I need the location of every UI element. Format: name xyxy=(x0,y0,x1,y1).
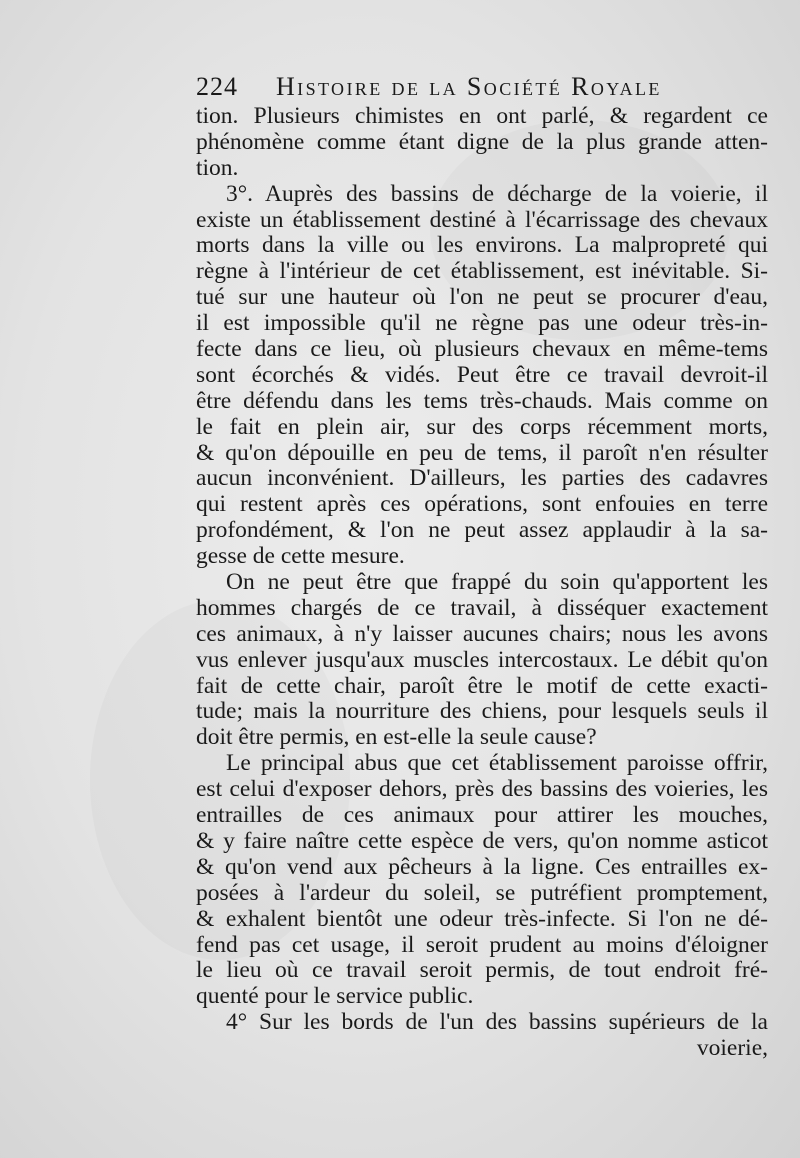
text-line: est celui d'exposer dehors, près des bassins des voieries, les xyxy=(196,776,768,803)
text-line: hommes chargés de ce travail, à disséquer exactement xyxy=(196,594,768,621)
text-line: qui restent après ces opérations, sont enfouies en terre xyxy=(196,491,768,518)
text-line: fecte dans ce lieu, où plusieurs chevaux en même-tems xyxy=(196,336,768,363)
text-line: vus enlever jusqu'aux muscles intercostaux. Le débit qu'on xyxy=(196,646,768,673)
text-line: tion. xyxy=(196,154,239,181)
text-line: sont écorchés & vidés. Peut être ce travail devroit-il xyxy=(196,361,768,388)
page-body xyxy=(196,104,768,1062)
text-line: tion. Plusieurs chimistes en ont parlé, & regardent ce xyxy=(196,103,768,129)
paragraph xyxy=(196,1010,768,1062)
text-line: On ne peut être que frappé du soin qu'apportent les xyxy=(226,569,768,596)
text-line: être défendu dans les tems très-chauds. Mais comme on xyxy=(196,387,768,414)
paragraph xyxy=(196,104,768,182)
text-line: tué sur une hauteur où l'on ne peut se procurer d'eau, xyxy=(196,284,768,311)
text-line: 4° Sur les bords de l'un des bassins supérieurs de la xyxy=(226,1009,768,1036)
text-line: fait de cette chair, paroît être le motif de cette exacti- xyxy=(196,672,768,699)
text-line: ces animaux, à n'y laisser aucunes chairs; nous les avons xyxy=(196,620,768,647)
text-line: existe un établissement destiné à l'écarrissage des chevaux xyxy=(196,206,768,233)
text-line: règne à l'intérieur de cet établissement, est inévitable. Si- xyxy=(196,258,768,285)
text-line: phénomène comme étant digne de la plus grande atten- xyxy=(196,128,768,155)
text-line: & qu'on dépouille en peu de tems, il paroît n'en résulter xyxy=(196,439,768,466)
text-line: & y faire naître cette espèce de vers, qu'on nomme asticot xyxy=(196,827,768,854)
text-line: gesse de cette mesure. xyxy=(196,543,405,570)
text-line: posées à l'ardeur du soleil, se putréfient promptement, xyxy=(196,879,768,906)
running-title: Histoire de la Société Royale xyxy=(276,72,662,101)
paragraph xyxy=(196,182,768,570)
text-line: quenté pour le service public. xyxy=(196,983,474,1010)
text-line: 3°. Auprès des bassins de décharge de la voierie, il xyxy=(226,180,768,207)
text-line: & qu'on vend aux pêcheurs à la ligne. Ces entrailles ex- xyxy=(196,853,768,880)
paragraph xyxy=(196,570,768,751)
text-line: le lieu où ce travail seroit permis, de tout endroit fré- xyxy=(196,957,768,984)
text-line: il est impossible qu'il ne règne pas une odeur très-in- xyxy=(196,310,768,337)
text-line: aucun inconvénient. D'ailleurs, les parties des cadavres xyxy=(196,465,768,492)
text-line: le fait en plein air, sur des corps récemment morts, xyxy=(196,413,768,440)
text-line: voierie, xyxy=(696,1035,768,1062)
text-line: doit être permis, en est-elle la seule cause? xyxy=(196,724,597,751)
running-header xyxy=(196,70,736,104)
text-line: & exhalent bientôt une odeur très-infecte. Si l'on ne dé- xyxy=(196,905,768,932)
text-line: profondément, & l'on ne peut assez applaudir à la sa- xyxy=(196,517,768,544)
paragraph xyxy=(196,751,768,1010)
text-line: entrailles de ces animaux pour attirer les mouches, xyxy=(196,802,768,829)
text-line: tude; mais la nourriture des chiens, pour lesquels seuls il xyxy=(196,698,768,725)
text-line: Le principal abus que cet établissement paroisse offrir, xyxy=(226,750,768,777)
text-line: morts dans la ville ou les environs. La malpropreté qui xyxy=(196,232,768,259)
text-line: fend pas cet usage, il seroit prudent au moins d'éloigner xyxy=(196,931,768,958)
page-number: 224 xyxy=(196,72,238,101)
